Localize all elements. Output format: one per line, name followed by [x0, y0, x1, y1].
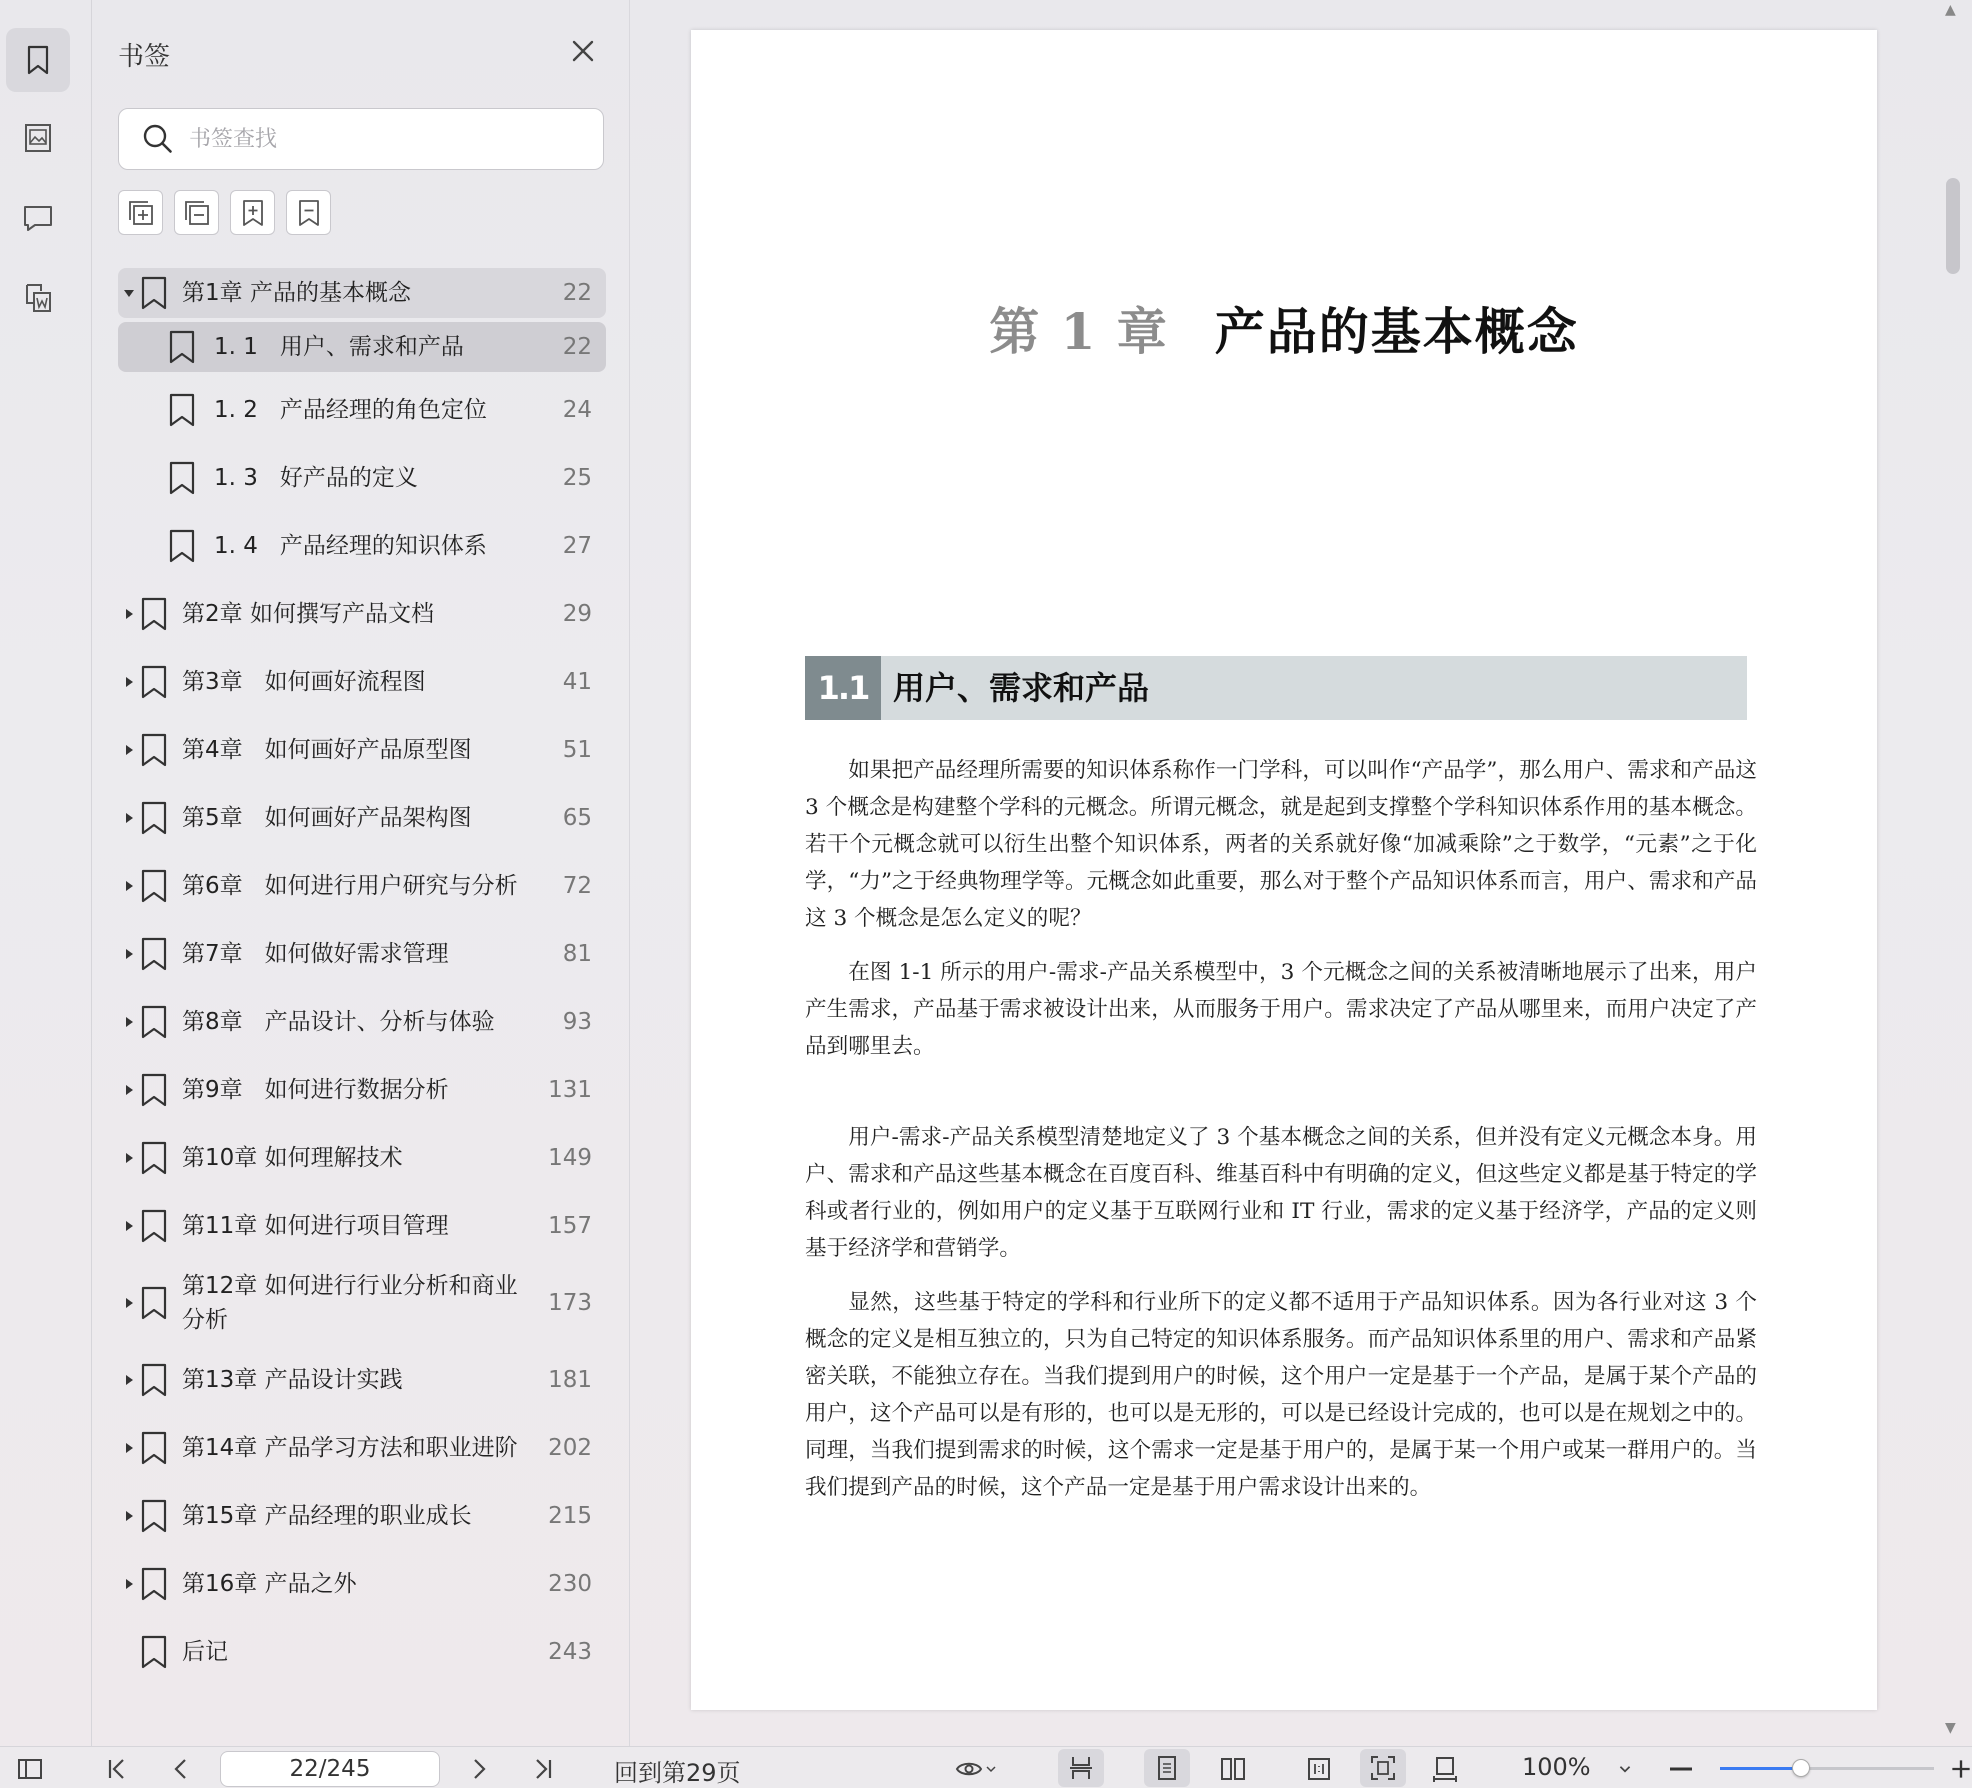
- caret-right-icon[interactable]: [122, 947, 136, 961]
- last-page-button[interactable]: [526, 1753, 560, 1785]
- bookmark-toolbar: [118, 190, 331, 235]
- bookmark-page-number: 215: [548, 1503, 592, 1529]
- zoom-in-button[interactable]: [1950, 1753, 1972, 1785]
- bookmark-label: 第2章 如何撰写产品文档: [182, 601, 434, 627]
- last-page-icon: [529, 1755, 557, 1783]
- zoom-level[interactable]: 100%: [1522, 1753, 1591, 1781]
- chapter-number: 第 1 章: [989, 302, 1169, 361]
- document-page: [691, 30, 1877, 1710]
- fit-page-button[interactable]: [1360, 1749, 1406, 1787]
- bookmark-page-number: 22: [562, 334, 592, 360]
- caret-right-icon[interactable]: [122, 1083, 136, 1097]
- caret-right-icon[interactable]: [122, 607, 136, 621]
- convert-icon: [21, 281, 55, 315]
- bookmark-icon: [166, 329, 198, 365]
- two-page-button[interactable]: [1210, 1753, 1256, 1785]
- bookmark-icon: [138, 868, 170, 904]
- bookmark-label: 第8章 产品设计、分析与体验: [182, 1009, 495, 1035]
- bookmark-chapter-item[interactable]: [118, 988, 606, 1056]
- bookmark-page-number: 41: [562, 669, 592, 695]
- bookmark-icon: [21, 43, 55, 77]
- panel-title: 书签: [118, 42, 171, 72]
- bookmark-icon: [138, 1362, 170, 1398]
- add-bookmark-icon: [238, 198, 268, 228]
- comment-icon: [21, 201, 55, 235]
- document-viewer[interactable]: [631, 0, 1972, 1746]
- bookmark-label: 第14章 产品学习方法和职业进阶: [182, 1435, 518, 1461]
- bookmark-chapter-item[interactable]: [118, 716, 606, 784]
- bookmark-label: 1. 1 用户、需求和产品: [214, 334, 464, 360]
- bookmark-icon: [138, 1498, 170, 1534]
- bookmark-chapter-item[interactable]: [118, 1550, 606, 1618]
- bookmark-page-number: 149: [548, 1145, 592, 1171]
- bookmark-panel-button[interactable]: [6, 28, 70, 92]
- bookmark-chapter-item[interactable]: [118, 1618, 606, 1686]
- chevron-left-icon: [167, 1755, 195, 1783]
- bookmark-page-number: 24: [562, 397, 592, 423]
- bookmark-label: 第10章 如何理解技术: [182, 1145, 403, 1171]
- convert-panel-button[interactable]: [6, 266, 70, 330]
- bookmark-icon: [138, 1140, 170, 1176]
- zoom-dropdown-button[interactable]: [1612, 1753, 1638, 1785]
- bookmark-page-number: 25: [562, 465, 592, 491]
- scroll-up-icon[interactable]: ▲: [1945, 2, 1956, 18]
- bookmark-label: 第13章 产品设计实践: [182, 1367, 403, 1393]
- scrollbar-thumb[interactable]: [1946, 178, 1960, 274]
- section-heading-bar: [805, 656, 1747, 720]
- bookmark-page-number: 243: [548, 1639, 592, 1665]
- bookmark-icon: [138, 664, 170, 700]
- section-title: 用户、需求和产品: [893, 669, 1150, 707]
- back-to-page-link[interactable]: 回到第29页: [614, 1759, 741, 1787]
- plus-icon: [1950, 1755, 1972, 1783]
- bookmark-page-number: 202: [548, 1435, 592, 1461]
- bookmark-chapter-item[interactable]: [118, 1414, 606, 1482]
- bookmark-page-number: 81: [562, 941, 592, 967]
- caret-right-icon[interactable]: [122, 879, 136, 893]
- continuous-scroll-icon: [1067, 1754, 1095, 1782]
- previous-page-button[interactable]: [164, 1753, 198, 1785]
- chevron-down-icon: [1617, 1755, 1633, 1783]
- actual-size-button[interactable]: [1296, 1753, 1342, 1785]
- bookmark-icon: [138, 732, 170, 768]
- bookmark-icon: [138, 1004, 170, 1040]
- left-icon-rail: [0, 0, 92, 1746]
- bottom-toolbar: [0, 1746, 1972, 1788]
- expand-all-button[interactable]: [118, 190, 163, 235]
- bookmark-chapter-item[interactable]: [118, 852, 606, 920]
- bookmark-label: 第11章 如何进行项目管理: [182, 1213, 449, 1239]
- bookmark-chapter-item[interactable]: [118, 1260, 606, 1346]
- chapter-title: 产品的基本概念: [1214, 302, 1579, 361]
- bookmark-page-number: 22: [562, 280, 592, 306]
- bookmark-chapter-item[interactable]: [118, 1346, 606, 1414]
- caret-right-icon[interactable]: [122, 1219, 136, 1233]
- close-panel-button[interactable]: [566, 34, 600, 68]
- thumbnail-panel-button[interactable]: [6, 106, 70, 170]
- bookmark-icon: [138, 1208, 170, 1244]
- scroll-down-icon[interactable]: ▼: [1945, 1720, 1956, 1736]
- section-number: 1.1: [805, 656, 881, 720]
- caret-right-icon[interactable]: [122, 675, 136, 689]
- bookmark-label: 第7章 如何做好需求管理: [182, 941, 449, 967]
- collapse-all-button[interactable]: [174, 190, 219, 235]
- first-page-button[interactable]: [100, 1753, 134, 1785]
- bookmark-page-number: 29: [562, 601, 592, 627]
- bookmark-icon: [166, 528, 198, 564]
- eye-icon: [954, 1755, 984, 1783]
- caret-down-icon[interactable]: [122, 286, 136, 300]
- bookmark-page-number: 65: [562, 805, 592, 831]
- sidebar-toggle-icon: [16, 1755, 44, 1783]
- bookmark-label: 第6章 如何进行用户研究与分析: [182, 873, 518, 899]
- bookmark-page-number: 93: [562, 1009, 592, 1035]
- bookmark-page-number: 181: [548, 1367, 592, 1393]
- toggle-sidebar-button[interactable]: [12, 1753, 48, 1785]
- bookmark-chapter-item[interactable]: [118, 1192, 606, 1260]
- chevron-right-icon: [465, 1755, 493, 1783]
- caret-right-icon[interactable]: [122, 1577, 136, 1591]
- bookmark-page-number: 230: [548, 1571, 592, 1597]
- fit-page-icon: [1369, 1754, 1397, 1782]
- caret-right-icon[interactable]: [122, 1151, 136, 1165]
- bookmark-search-box[interactable]: [118, 108, 604, 170]
- bookmark-icon: [138, 275, 170, 311]
- minus-icon: [1667, 1755, 1695, 1783]
- bookmark-chapter-item[interactable]: [118, 648, 606, 716]
- bookmark-icon: [166, 392, 198, 428]
- comment-panel-button[interactable]: [6, 186, 70, 250]
- bookmark-label: 第3章 如何画好流程图: [182, 669, 426, 695]
- body-paragraph: 用户-需求-产品关系模型清楚地定义了 3 个基本概念之间的关系，但并没有定义元概念本身。用户、需求和产品这些基本概念在百度百科、维基百科中有明确的定义，但这些定义都是基于特定的学科或者行业的，例如用户的定义基于互联网行业和 IT 行业，需求的定义基于经济学，产品的定义则基于经济学和营销学。: [805, 1125, 1757, 1261]
- caret-right-icon[interactable]: [122, 1441, 136, 1455]
- bookmark-section-item[interactable]: [118, 322, 606, 372]
- chapter-heading: [691, 292, 1877, 364]
- thumbnail-icon: [21, 121, 55, 155]
- bookmark-icon: [138, 1285, 170, 1321]
- remove-bookmark-icon: [294, 198, 324, 228]
- bookmark-page-number: 72: [562, 873, 592, 899]
- bookmark-page-number: 27: [562, 533, 592, 559]
- bookmark-icon: [138, 596, 170, 632]
- remove-bookmark-button[interactable]: [286, 190, 331, 235]
- collapse-all-icon: [182, 198, 212, 228]
- bookmark-icon: [138, 800, 170, 836]
- bookmark-search-input[interactable]: [189, 127, 569, 152]
- first-page-icon: [103, 1755, 131, 1783]
- bookmark-chapter-item[interactable]: [118, 784, 606, 852]
- bookmark-page-number: 51: [562, 737, 592, 763]
- bookmark-label: 第15章 产品经理的职业成长: [182, 1503, 472, 1529]
- next-page-button[interactable]: [462, 1753, 496, 1785]
- bookmark-icon: [138, 1634, 170, 1670]
- body-paragraph: 如果把产品经理所需要的知识体系称作一门学科，可以叫作“产品学”，那么用户、需求和产品这 3 个概念是构建整个学科的元概念。所谓元概念，就是起到支撑整个学科知识体系作用的基本概念。若干个元概念就可以衍生出整个知识体系，两者的关系就好像“加减乘除”之于数学，“元素”之于化学，“力”之于经典物理学等。元概念如此重要，那么对于整个产品知识体系而言，用户、需求和产品这 3 个概念是怎么定义的呢？: [805, 758, 1757, 931]
- caret-right-icon[interactable]: [122, 1015, 136, 1029]
- bookmark-chapter-item[interactable]: [118, 580, 606, 648]
- close-icon: [566, 34, 600, 68]
- caret-right-icon[interactable]: [122, 1296, 136, 1310]
- add-bookmark-button[interactable]: [230, 190, 275, 235]
- single-page-button[interactable]: [1144, 1749, 1190, 1787]
- body-paragraph: 显然，这些基于特定的学科和行业所下的定义都不适用于产品知识体系。因为各行业对这 3 个概念的定义是相互独立的，只为自己特定的知识体系服务。而产品知识体系里的用户、需求和产品紧密关联，不能独立存在。当我们提到用户的时候，这个用户一定是基于一个产品，是属于某个产品的用户，这个产品可以是有形的，也可以是无形的，可以是已经设计完成的，也可以是在规划之中的。同理，当我们提到需求的时候，这个需求一定是基于用户的，是属于某一个用户或某一群用户的。当我们提到产品的时候，这个产品一定是基于用户需求设计出来的。: [805, 1290, 1757, 1500]
- bookmark-chapter-item[interactable]: [118, 1056, 606, 1124]
- zoom-slider-fill: [1720, 1767, 1801, 1770]
- bookmark-page-number: 131: [548, 1077, 592, 1103]
- two-page-icon: [1219, 1755, 1247, 1783]
- continuous-scroll-button[interactable]: [1058, 1749, 1104, 1787]
- body-paragraph: 在图 1-1 所示的用户-需求-产品关系模型中，3 个元概念之间的关系被清晰地展示了出来，用户产生需求，产品基于需求被设计出来，从而服务于用户。需求决定了产品从哪里来，而用户决定了产品到哪里去。: [805, 960, 1757, 1059]
- caret-right-icon[interactable]: [122, 1509, 136, 1523]
- bookmark-label: 1. 4 产品经理的知识体系: [214, 533, 487, 559]
- expand-all-icon: [126, 198, 156, 228]
- zoom-out-button[interactable]: [1666, 1753, 1696, 1785]
- bookmark-label: 第1章 产品的基本概念: [182, 280, 411, 306]
- view-mode-button[interactable]: [948, 1753, 1004, 1785]
- single-page-icon: [1153, 1754, 1181, 1782]
- bookmark-label: 第12章 如何进行行业分析和商业分析: [182, 1273, 518, 1333]
- bookmark-label: 1. 3 好产品的定义: [214, 465, 418, 491]
- caret-right-icon[interactable]: [122, 811, 136, 825]
- bookmark-section-item[interactable]: [118, 512, 606, 580]
- bookmark-label: 第9章 如何进行数据分析: [182, 1077, 449, 1103]
- bookmark-icon: [166, 460, 198, 496]
- bookmark-label: 第4章 如何画好产品原型图: [182, 737, 472, 763]
- fit-width-button[interactable]: [1422, 1753, 1468, 1785]
- bookmark-page-number: 157: [548, 1213, 592, 1239]
- zoom-slider[interactable]: [1720, 1767, 1934, 1770]
- bookmark-label: 后记: [182, 1639, 228, 1665]
- bookmark-chapter-item[interactable]: [118, 920, 606, 988]
- bookmark-label: 第5章 如何画好产品架构图: [182, 805, 472, 831]
- bookmark-chapter-item[interactable]: [118, 1482, 606, 1550]
- bookmark-chapter-item[interactable]: [118, 1124, 606, 1192]
- actual-size-icon: [1305, 1755, 1333, 1783]
- page-number-input[interactable]: [220, 1751, 440, 1787]
- bookmark-icon: [138, 936, 170, 972]
- vertical-scrollbar[interactable]: [1941, 0, 1965, 1746]
- bookmark-panel: [92, 0, 630, 1746]
- bookmark-icon: [138, 1566, 170, 1602]
- fit-width-icon: [1431, 1755, 1459, 1783]
- search-icon: [141, 122, 175, 156]
- bookmark-label: 1. 2 产品经理的角色定位: [214, 397, 487, 423]
- zoom-slider-knob[interactable]: [1792, 1759, 1810, 1777]
- bookmark-icon: [138, 1430, 170, 1466]
- bookmark-icon: [138, 1072, 170, 1108]
- caret-right-icon[interactable]: [122, 743, 136, 757]
- bookmark-section-item[interactable]: [118, 444, 606, 512]
- bookmark-section-item[interactable]: [118, 376, 606, 444]
- caret-right-icon[interactable]: [122, 1373, 136, 1387]
- chevron-down-icon: [984, 1755, 998, 1783]
- bookmark-page-number: 173: [548, 1290, 592, 1316]
- bookmark-chapter-item[interactable]: [118, 268, 606, 318]
- bookmark-list: [118, 268, 606, 1686]
- bookmark-label: 第16章 产品之外: [182, 1571, 357, 1597]
